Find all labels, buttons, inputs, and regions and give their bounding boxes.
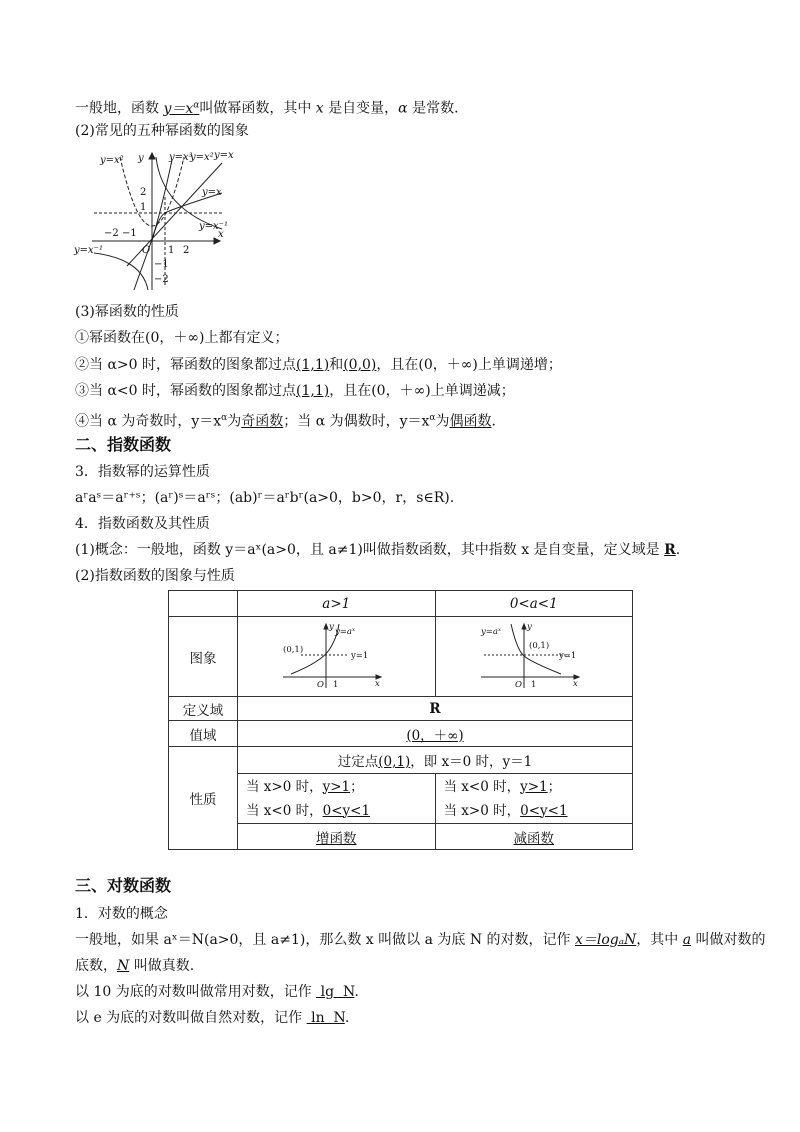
prop-4-odd: 奇函数 bbox=[241, 413, 284, 430]
fixed-point: (0,1) bbox=[378, 754, 411, 770]
behavior-a-gt-1 bbox=[238, 774, 436, 824]
curve-y-x3 bbox=[134, 160, 175, 290]
label-x: x bbox=[218, 229, 224, 240]
label-y-xneg1-left: y=x⁻¹ bbox=[74, 245, 103, 256]
increasing-label: 增函数 bbox=[316, 830, 357, 847]
power-definition bbox=[75, 96, 459, 118]
section-title-exponential: 二、指数函数 bbox=[75, 435, 172, 454]
l2b: 0<y<1 bbox=[322, 802, 371, 819]
g1-line-label: y=1 bbox=[351, 650, 369, 661]
table-row-domain bbox=[169, 697, 633, 721]
log-natural bbox=[75, 1009, 349, 1027]
exp-properties-table bbox=[168, 590, 633, 850]
exp-concept-text: (1)概念：一般地，函数 y＝aˣ(a>0，且 a≠1)叫做指数函数，其中指数 x 是自变量，定义域是 bbox=[75, 542, 665, 558]
tick-yneg2: −2 bbox=[154, 274, 169, 285]
r1c: ； bbox=[547, 778, 562, 795]
prop-3-a: ③当 α<0 时，幂函数的图象都过点 bbox=[75, 383, 296, 399]
g2-curve-label: y=aˣ bbox=[480, 626, 501, 637]
fixed-point-text: 过定点 bbox=[337, 754, 379, 770]
table-row-range bbox=[169, 721, 633, 747]
domain-value: R bbox=[238, 697, 633, 721]
l1b: y>1 bbox=[322, 778, 351, 795]
g1-origin: O bbox=[317, 679, 325, 690]
tick-xneg2: −2 bbox=[104, 228, 119, 239]
prop-2-c: 和 bbox=[329, 357, 344, 373]
def-formula-base: y＝x bbox=[163, 100, 194, 117]
table-corner bbox=[169, 591, 238, 617]
l2a: 当 x<0 时， bbox=[246, 802, 323, 819]
label-y-x2: y=x² bbox=[100, 155, 124, 166]
l1a: 当 x>0 时， bbox=[246, 778, 323, 795]
decreasing-cell bbox=[435, 824, 633, 850]
def-formula bbox=[163, 101, 199, 117]
g2-x-label: x bbox=[572, 678, 578, 689]
tick-yneg1: −1 bbox=[154, 259, 169, 270]
g1-point-label: (0,1) bbox=[283, 644, 304, 655]
r2b: 0<y<1 bbox=[520, 802, 568, 819]
exp-concept-end: . bbox=[675, 542, 681, 558]
g1-tick-1: 1 bbox=[333, 679, 339, 690]
exp-item-4: 4．指数函数及其性质 bbox=[75, 516, 210, 532]
label-y-x3: y=x³ bbox=[169, 152, 193, 163]
tick-x2: 2 bbox=[183, 245, 190, 256]
tick-xneg1: −1 bbox=[122, 228, 137, 239]
behavior-a-lt-1-line1 bbox=[444, 775, 633, 799]
log-l3c: . bbox=[354, 984, 359, 1000]
label-origin: O bbox=[142, 245, 151, 256]
label-properties: 性质 bbox=[169, 747, 238, 850]
g2-origin: O bbox=[514, 679, 522, 690]
log-l3a: 以 10 为底的对数叫做常用对数，记作 bbox=[75, 984, 317, 1000]
tick-y2: 2 bbox=[140, 187, 147, 198]
def-alpha: α bbox=[398, 100, 408, 117]
prop-2-point2: (0,0) bbox=[343, 357, 377, 373]
prop-4-a: ④当 α 为奇数时，y＝x bbox=[75, 413, 222, 430]
exp-rules: aʳaˢ＝aʳ⁺ˢ；(aʳ)ˢ＝aʳˢ；(ab)ʳ＝aʳbʳ(a>0，b>0，r，s∈R). bbox=[75, 490, 455, 506]
prop-2 bbox=[75, 356, 562, 374]
prop-2-point1: (1,1) bbox=[296, 357, 330, 373]
graph-a-gt-1-cell bbox=[238, 617, 436, 697]
curve-y-xneg1-left bbox=[94, 253, 148, 290]
tick-x1: 1 bbox=[168, 245, 175, 256]
g1-y-arrow-icon bbox=[324, 624, 328, 629]
prop-2-e: ，且在(0，＋∞)上单调递增； bbox=[376, 357, 562, 373]
log-l1e: 叫做对数的 bbox=[691, 932, 766, 948]
range-value: (0，＋∞) bbox=[406, 727, 464, 744]
log-l2c: 叫做真数. bbox=[129, 958, 195, 974]
label-y-xneg1: y=x⁻¹ bbox=[199, 221, 228, 232]
log-antilog: N bbox=[117, 958, 130, 974]
log-l1a: 一般地，如果 aˣ＝N(a>0，且 a≠1)，那么数 x 叫做以 a 为底 N 的对数，记作 bbox=[75, 932, 575, 948]
graph-a-lt-1 bbox=[479, 620, 589, 690]
exp-concept-domain: R bbox=[664, 542, 676, 558]
r2a: 当 x>0 时， bbox=[443, 802, 521, 819]
prop-4-e: 为 bbox=[435, 413, 450, 430]
log-common bbox=[75, 983, 359, 1001]
g1-curve-label: y=aˣ bbox=[335, 626, 356, 637]
section-title-log: 三、对数函数 bbox=[75, 876, 172, 895]
g1-y-label: y bbox=[329, 621, 335, 632]
def-x: x bbox=[315, 100, 324, 117]
exp-heading-table: (2)指数函数的图象与性质 bbox=[75, 568, 235, 584]
log-base: a bbox=[682, 932, 692, 948]
label-range: 值域 bbox=[169, 721, 238, 747]
label-graph: 图象 bbox=[169, 617, 238, 697]
prop-4-exp: α bbox=[221, 413, 228, 423]
r1a: 当 x<0 时， bbox=[443, 778, 521, 795]
log-item-1: 1．对数的概念 bbox=[75, 906, 168, 922]
table-row-monotonic bbox=[169, 824, 633, 850]
def-text-2: 叫做幂函数，其中 bbox=[199, 100, 316, 117]
g1-x-label: x bbox=[375, 678, 381, 689]
prop-3 bbox=[75, 382, 515, 400]
log-l1c: ，其中 bbox=[636, 932, 683, 948]
increasing-cell bbox=[238, 824, 436, 850]
behavior-a-lt-1-line2 bbox=[444, 799, 633, 823]
r1b: y>1 bbox=[520, 778, 548, 795]
log-def-line1 bbox=[75, 931, 766, 949]
header-a-lt-1: 0<a<1 bbox=[435, 591, 633, 617]
y-arrow-icon bbox=[149, 153, 155, 159]
def-formula-exp: α bbox=[193, 100, 200, 110]
fixed-point-text-2: ，即 x＝0 时，y＝1 bbox=[410, 754, 533, 770]
prop-4-even: 偶函数 bbox=[449, 413, 492, 430]
g2-line-label: y=1 bbox=[558, 650, 577, 661]
heading-graphs: (2)常见的五种幂函数的图象 bbox=[75, 123, 249, 139]
prop-3-c: ，且在(0，＋∞)上单调递减； bbox=[329, 383, 515, 399]
label-y: y bbox=[138, 153, 144, 164]
def-text-3: 是自变量， bbox=[323, 100, 399, 117]
label-domain: 定义域 bbox=[169, 697, 238, 721]
log-l4c: . bbox=[344, 1010, 350, 1026]
decreasing-label: 减函数 bbox=[513, 830, 554, 847]
log-ln: ln N bbox=[306, 1010, 345, 1026]
behavior-a-gt-1-line1 bbox=[246, 775, 435, 799]
table-row-behavior bbox=[169, 774, 633, 824]
prop-4-d: ；当 α 为偶数时，y＝x bbox=[283, 413, 430, 430]
exp-concept bbox=[75, 541, 680, 559]
prop-4-g: . bbox=[491, 413, 496, 430]
header-a-gt-1: a>1 bbox=[238, 591, 436, 617]
g2-point-label: (0,1) bbox=[528, 640, 549, 651]
fixed-point-cell bbox=[238, 747, 633, 774]
g2-tick-1: 1 bbox=[530, 679, 537, 690]
graph-a-lt-1-cell bbox=[435, 617, 633, 697]
log-l4a: 以 e 为底的对数叫做自然对数，记作 bbox=[75, 1010, 307, 1026]
log-l2a: 底数， bbox=[75, 958, 117, 974]
prop-4-b: 为 bbox=[227, 413, 242, 430]
heading-props: (3)幂函数的性质 bbox=[75, 304, 179, 320]
g2-y-label: y bbox=[526, 621, 532, 632]
prop-2-a: ②当 α>0 时，幂函数的图象都过点 bbox=[75, 357, 296, 373]
label-y-xhalf: y=x bbox=[202, 187, 222, 198]
l1c: ； bbox=[350, 778, 364, 795]
power-function-graph bbox=[72, 145, 242, 295]
graph-a-gt-1 bbox=[281, 620, 391, 690]
label-y-x: y=x bbox=[214, 150, 234, 161]
table-header-row bbox=[169, 591, 633, 617]
behavior-a-gt-1-line2 bbox=[246, 799, 435, 823]
range-cell bbox=[238, 721, 633, 747]
label-y-x2b: y=x² bbox=[190, 152, 214, 163]
prop-3-point: (1,1) bbox=[296, 383, 330, 399]
exp-item-3: 3．指数幂的运算性质 bbox=[75, 464, 210, 480]
g2-y-arrow-icon bbox=[522, 624, 526, 629]
behavior-a-lt-1 bbox=[435, 774, 633, 824]
log-def-line2 bbox=[75, 957, 194, 975]
tick-y1: 1 bbox=[140, 202, 147, 213]
def-text-4: 是常数. bbox=[407, 100, 459, 117]
def-text: 一般地，函数 bbox=[75, 100, 164, 117]
table-row-graph bbox=[169, 617, 633, 697]
prop-4-exp2: α bbox=[429, 413, 436, 423]
table-row-fixed-point bbox=[169, 747, 633, 774]
prop-4 bbox=[75, 409, 496, 431]
log-lg: lg N bbox=[316, 984, 355, 1000]
prop-1: ①幂函数在(0，＋∞)上都有定义； bbox=[75, 330, 289, 346]
log-notation: x＝logₐN bbox=[574, 932, 637, 948]
